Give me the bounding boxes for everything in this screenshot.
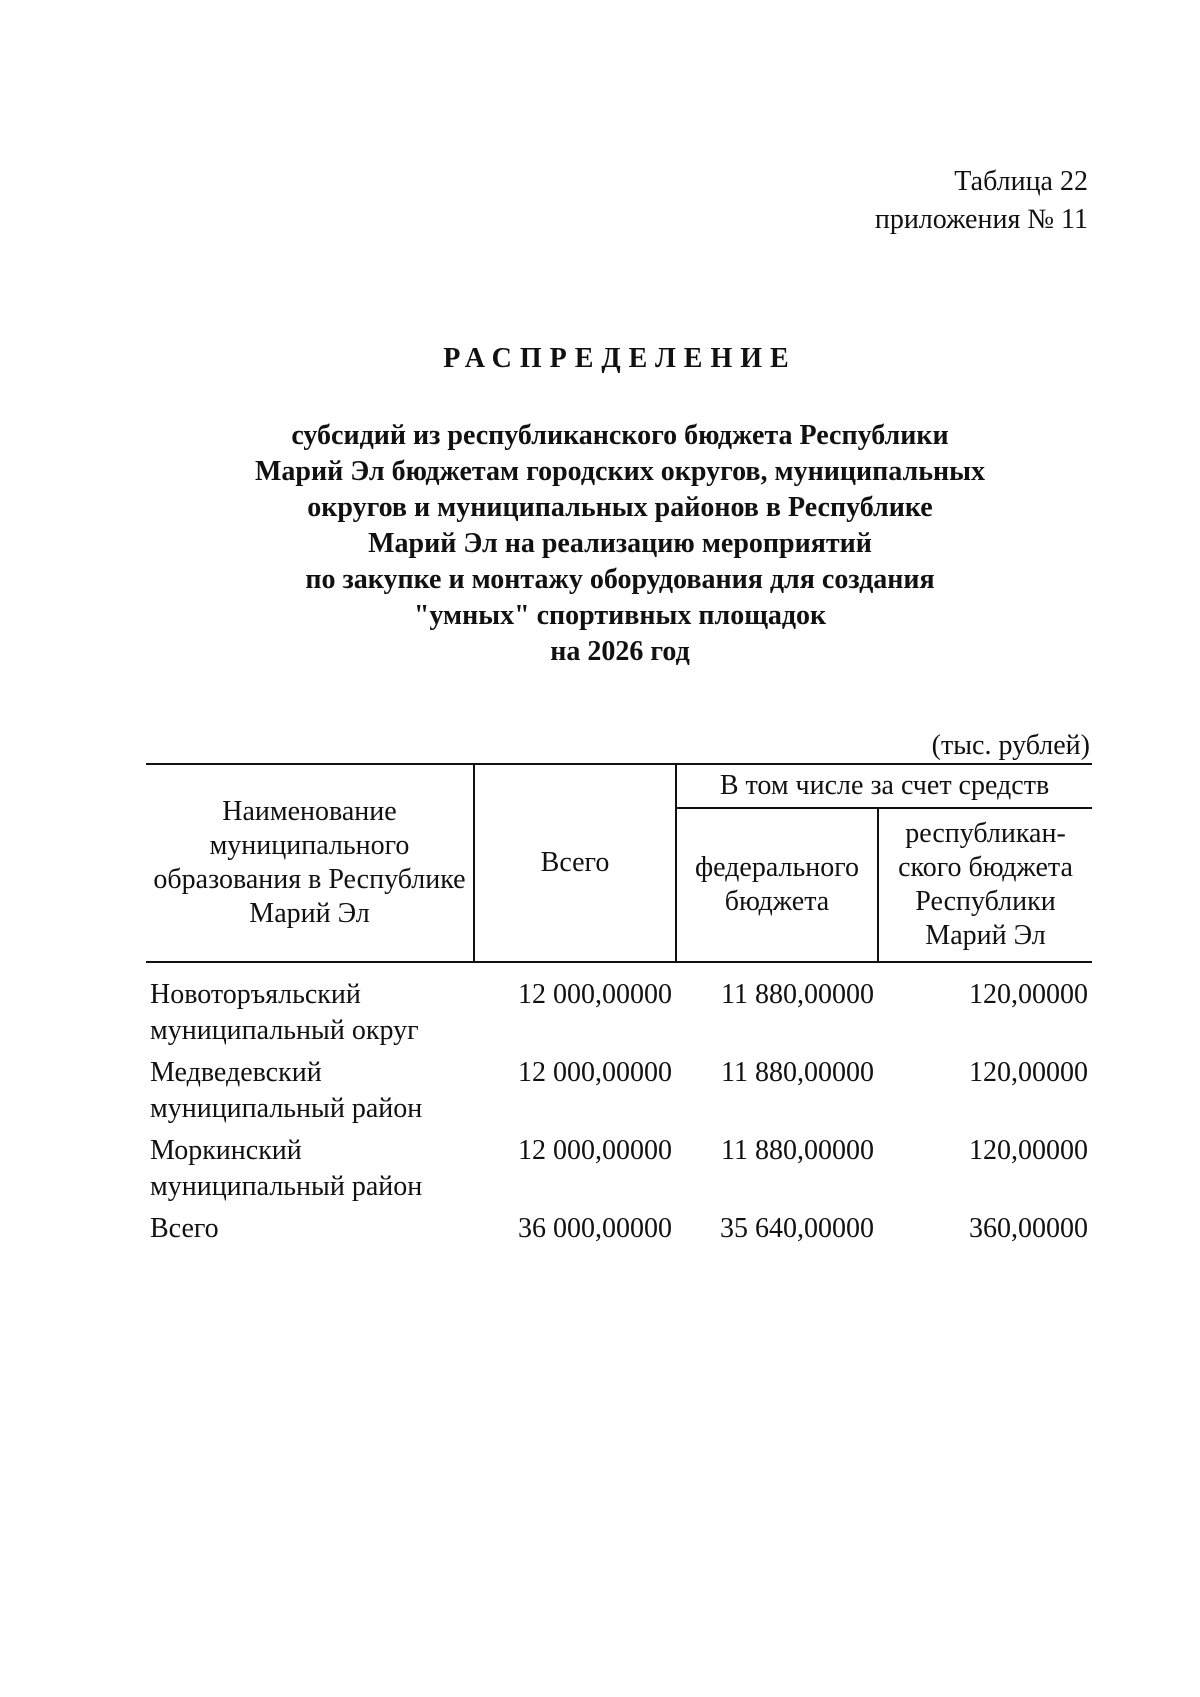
subtitle-line: Марий Эл на реализацию мероприятий [368, 528, 872, 559]
row-federal: 35 640,00000 [720, 1213, 874, 1244]
subtitle-line: по закупке и монтажу оборудования для создания [305, 564, 935, 595]
row-republic: 360,00000 [969, 1213, 1088, 1244]
document-subtitle [150, 418, 1090, 670]
header-municipality: Наименование муниципального образования в Республике Марий Эл [146, 764, 474, 962]
header-republic-budget: республикан-ского бюджета Республики Марий Эл [878, 808, 1092, 962]
row-municipality: Всего [150, 1213, 219, 1244]
row-municipality: Моркинский муниципальный район [150, 1135, 423, 1202]
table-row [146, 1055, 1092, 1133]
row-republic: 120,00000 [969, 979, 1088, 1010]
subtitle-line: округов и муниципальных районов в Республике [307, 492, 933, 523]
document-title: РАСПРЕДЕЛЕНИЕ [443, 343, 797, 374]
row-total: 36 000,00000 [518, 1213, 672, 1244]
appendix-number: приложения № 11 [874, 204, 1088, 235]
subtitle-line: Марий Эл бюджетам городских округов, муниципальных [255, 456, 985, 487]
appendix-reference [875, 163, 1088, 239]
row-total: 12 000,00000 [518, 1135, 672, 1166]
table-total-row [146, 1211, 1092, 1253]
table-row [146, 962, 1092, 1055]
row-total: 12 000,00000 [518, 1057, 672, 1088]
subtitle-line: субсидий из республиканского бюджета Республики [291, 420, 949, 451]
header-funding-sources: В том числе за счет средств [676, 764, 1092, 808]
row-republic: 120,00000 [969, 1135, 1088, 1166]
row-republic: 120,00000 [969, 1057, 1088, 1088]
row-total: 12 000,00000 [518, 979, 672, 1010]
subtitle-line: на 2026 год [550, 636, 690, 667]
row-federal: 11 880,00000 [721, 1057, 874, 1088]
table-row [146, 1133, 1092, 1211]
row-federal: 11 880,00000 [721, 1135, 874, 1166]
subtitle-line: "умных" спортивных площадок [413, 600, 827, 631]
row-municipality: Медведевский муниципальный район [150, 1057, 423, 1124]
header-total: Всего [474, 764, 676, 962]
row-municipality: Новоторъяльский муниципальный округ [150, 979, 419, 1046]
header-federal-budget: федерального бюджета [676, 808, 878, 962]
table-number: Таблица 22 [954, 166, 1088, 197]
units-label: (тыс. рублей) [931, 730, 1090, 761]
row-federal: 11 880,00000 [721, 979, 874, 1010]
distribution-table [146, 763, 1092, 1253]
